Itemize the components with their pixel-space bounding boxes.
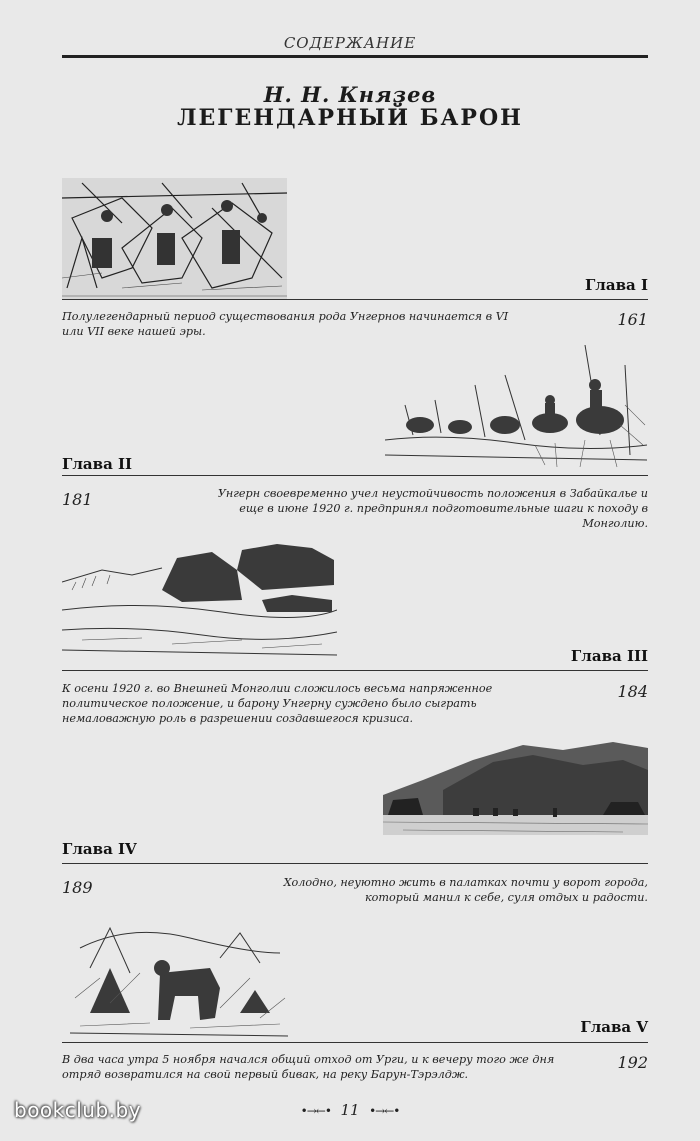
chapter-5-label: Глава V [580,1018,648,1036]
footer-ornament-left: •→←• [300,1104,331,1118]
author-name: Н. Н. Князев [263,82,437,107]
chapter-1-label: Глава I [584,276,648,294]
chapter-2-page: 181 [62,490,93,509]
watermark: bookclub.by [14,1098,142,1122]
page-number: 11 [340,1101,360,1119]
chapter-3-page: 184 [617,682,648,701]
chapter-3-label: Глава III [570,647,648,665]
chapter-5-description: В два часа утра 5 ноября начался общий отход от Урги, и к вечеру того же дня отряд возвратился на свой первый бивак, на реку Барун-Тэрэлдж. [62,1053,555,1081]
book-title: ЛЕГЕНДАРНЫЙ БАРОН [177,105,523,131]
chapter-1-page: 161 [617,310,648,329]
footer-ornament-right: •→←• [369,1104,400,1118]
chapter-2-label: Глава II [62,455,133,473]
chapter-3-rule [62,670,648,671]
chapter-5-page: 192 [617,1053,648,1072]
chapter-2-rule [62,475,648,476]
chapter-1-illustration [62,178,287,300]
header-rule [62,55,648,58]
chapter-3-description: К осени 1920 г. во Внешней Монголии сложилось весьма напряженное политическое положение, и барону Унгерну суждено было сыграть немаловажную роль в разрешении создавшегося кризиса. [62,682,493,725]
chapter-4-label: Глава IV [62,840,137,858]
chapter-5-illustration [70,918,288,1042]
chapter-1-description: Полулегендарный период существования рода Унгернов начинается в VI или VII веке нашей эры. [62,310,509,338]
chapter-4-illustration [383,740,648,835]
chapter-2-illustration [385,345,647,470]
chapter-4-description: Холодно, неуютно жить в палатках почти у ворот города, который манил к себе, суля отдых и радости. [283,876,648,904]
chapter-1-rule [62,299,648,300]
chapter-2-description: Унгерн своевременно учел неустойчивость положения в Забайкалье и еще в июне 1920 г. предпринял подготовительные шаги к походу в Монголию. [217,487,648,530]
chapter-4-rule [62,863,648,864]
running-head: СОДЕРЖАНИЕ [283,34,417,52]
chapter-4-page: 189 [62,878,93,897]
chapter-3-illustration [62,540,337,668]
chapter-5-rule [62,1042,648,1043]
